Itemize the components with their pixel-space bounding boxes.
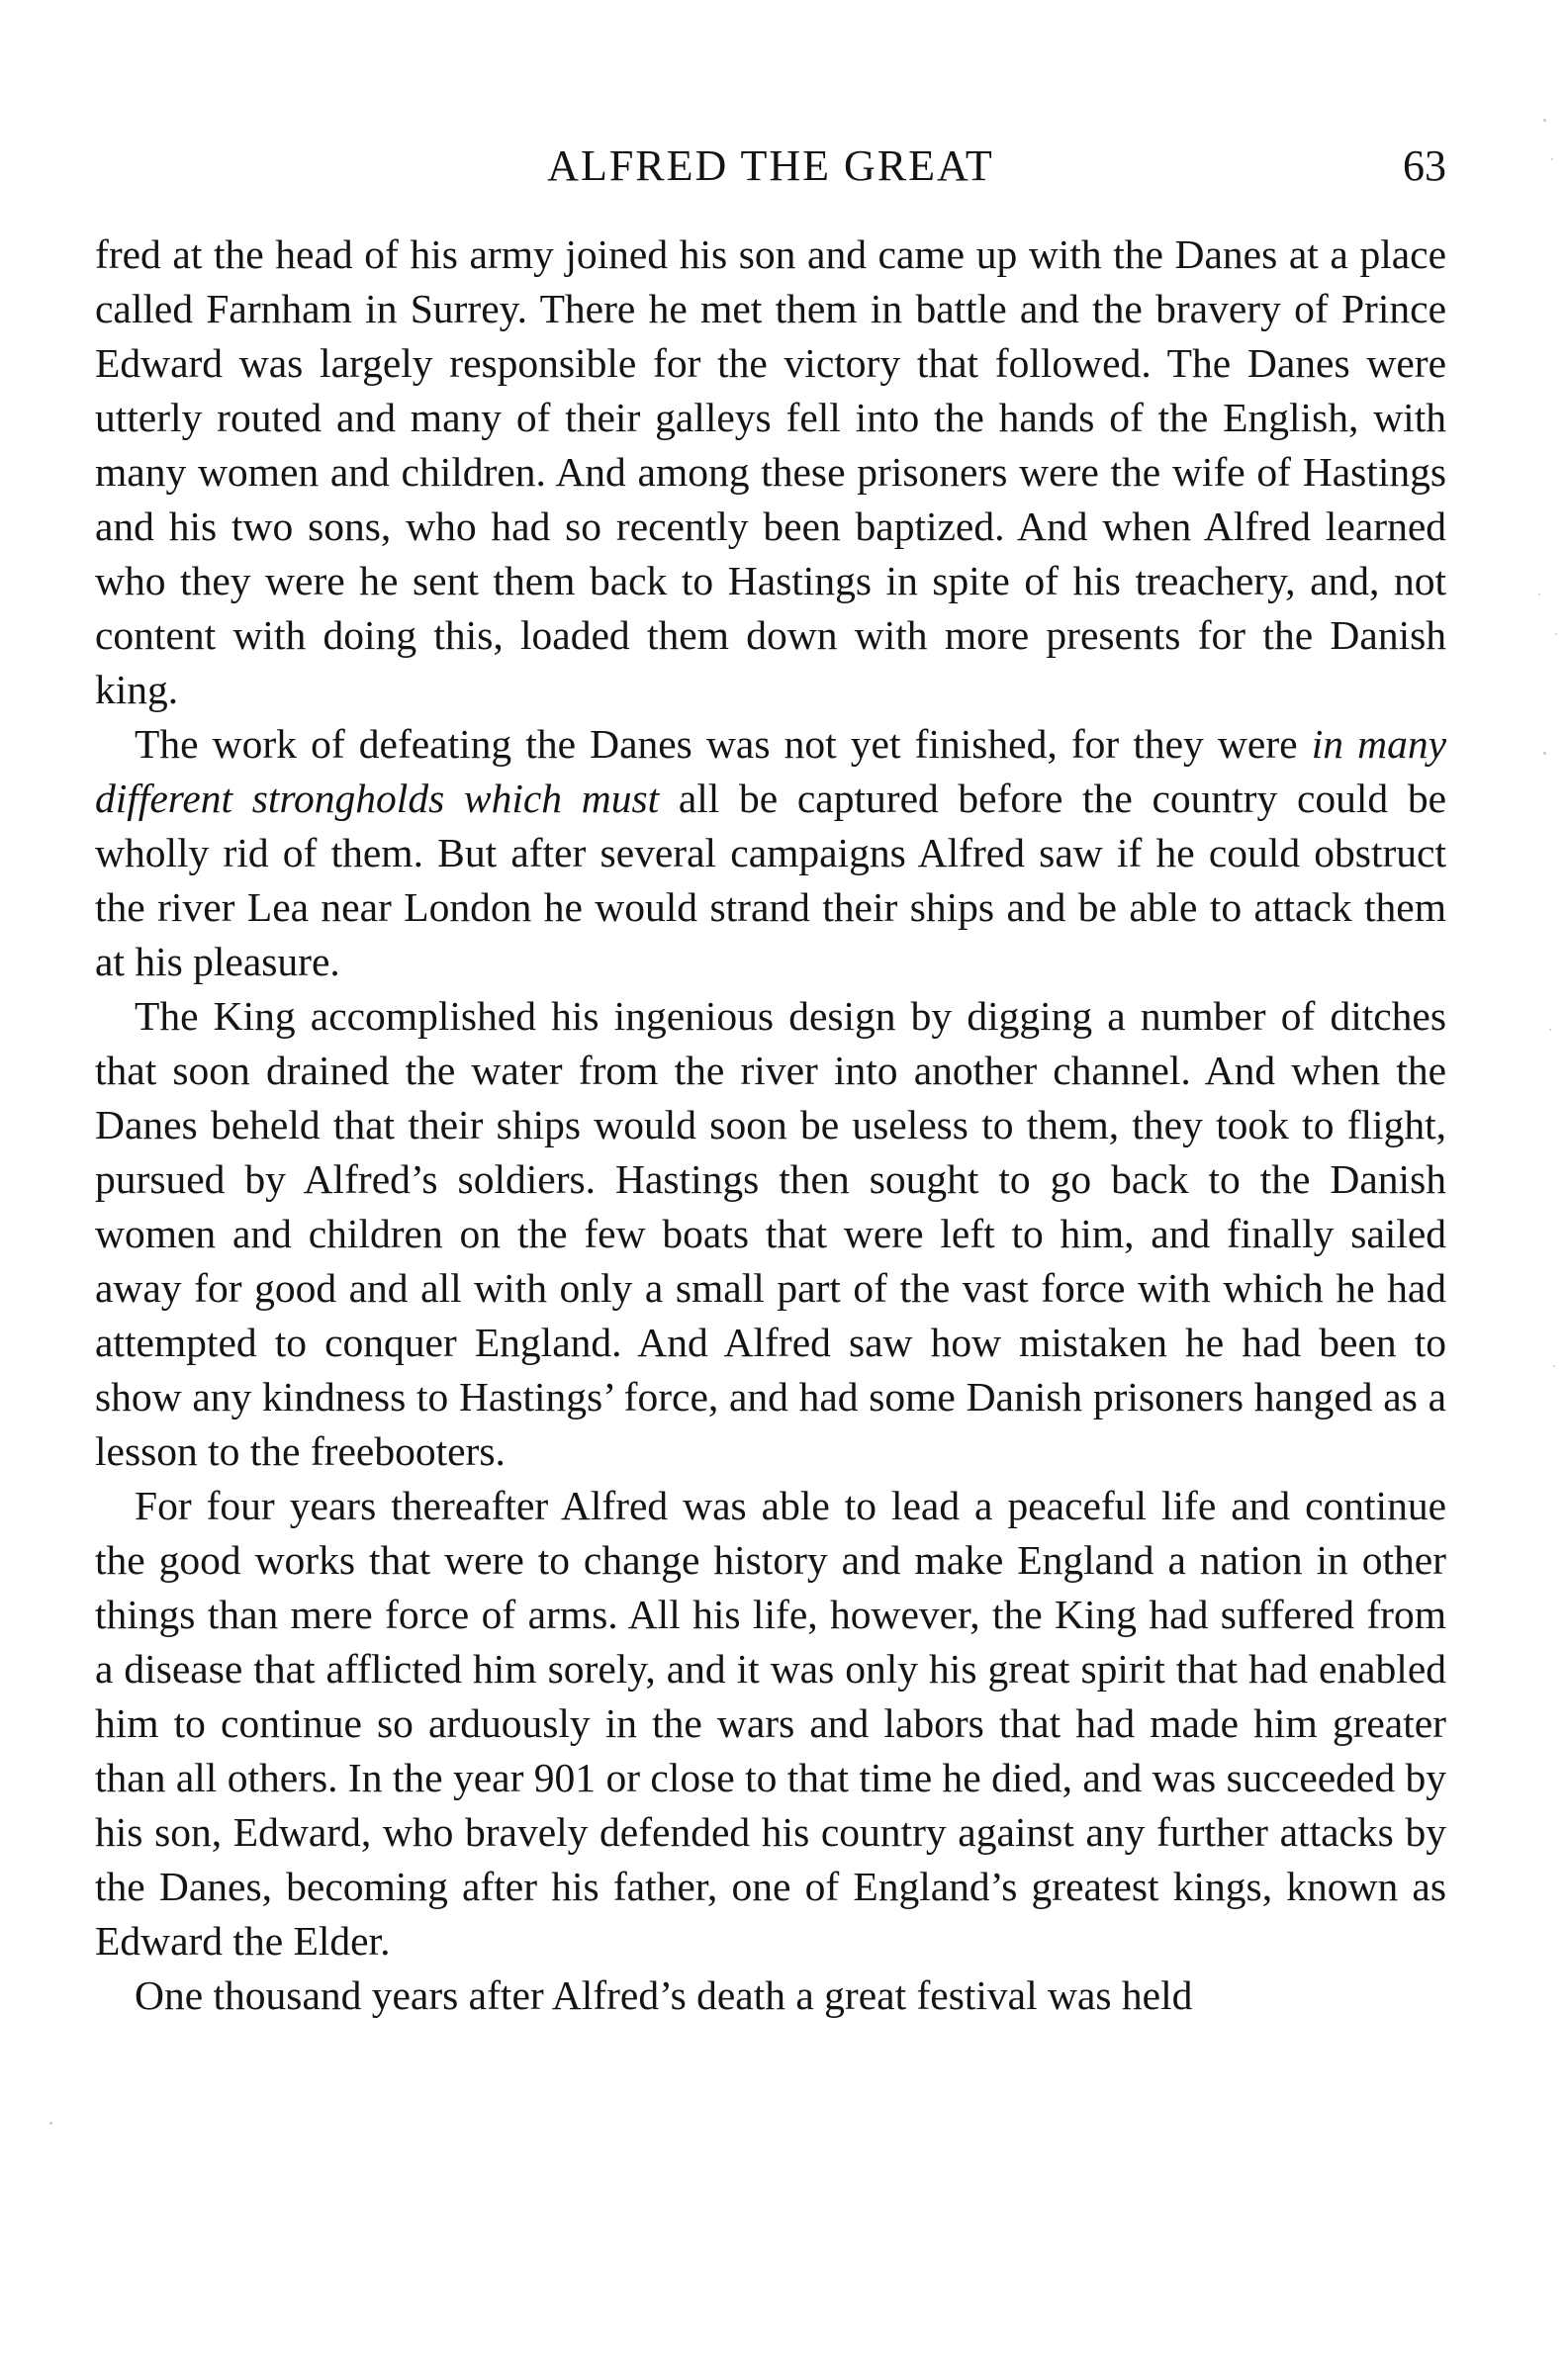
paper-speck [1549, 1029, 1551, 1031]
paragraph-1: fred at the head of his army joined his son and came up with the Danes at a place called Farnham in Surrey. There he met them in battle and the bravery of Prince Edward was largely responsible for the victory that followed. The Danes were utterly routed and many of their galleys fell into the hands of the English, with many women and children. And among these prisoners were the wife of Hastings and his two sons, who had so recently been baptized. And when Alfred learned who they were he sent them back to Hastings in spite of his treachery, and, not content with doing this, loaded them down with more presents for the Danish king. [95, 231, 1446, 712]
page-number: 63 [1403, 141, 1446, 190]
paper-speck [1555, 633, 1557, 635]
paragraph-4: For four years thereafter Alfred was able to lead a peaceful life and continue the good works that were to change history and make England a nation in other things than mere force of arms. All his life, however, the King had suffered from a disease that afflicted him sorely, and it was only his great spirit that had enabled him to continue so arduously in the wars and labors that had made him greater than all others. In the year 901 or close to that time he died, and was succeeded by his son, Edward, who bravely defended his country against any further attacks by the Danes, becoming after his father, one of England’s greatest kings, known as Edward the Elder. [95, 1483, 1446, 1964]
paragraph-2-text-after: all be captured before the country could be wholly rid of them. But after several campaigns Alfred saw if he could obstruct the river Lea near London he would strand their ships and be able to attack them at his pleasure. [95, 776, 1447, 984]
paragraph-2-text-before: The work of defeating the Danes was not yet finished, for they were [135, 721, 1312, 767]
paper-speck [1543, 119, 1546, 122]
paper-speck [1551, 158, 1553, 160]
running-head [95, 137, 1446, 196]
body-text [95, 228, 1446, 2023]
paragraph-5: One thousand years after Alfred’s death a great festival was held [135, 1972, 1193, 2018]
paragraph-3: The King accomplished his ingenious design by digging a number of ditches that soon drained the water from the river into another channel. And when the Danes beheld that their ships would soon be useless to them, they took to flight, pursued by Alfred’s soldiers. Hastings then sought to go back to the Danish women and children on the few boats that were left to him, and finally sailed away for good and all with only a small part of the vast force with which he had attempted to conquer England. And Alfred saw how mistaken he had been to show any kindness to Hastings’ force, and had some Danish prisoners hanged as a lesson to the freebooters. [95, 993, 1446, 1474]
paper-speck [1543, 752, 1546, 755]
paper-speck [1538, 594, 1540, 595]
paper-speck [49, 2122, 52, 2125]
paragraph-2 [95, 717, 1446, 989]
running-title: ALFRED THE GREAT [547, 141, 994, 190]
paragraph-2-italic-text: in many different strongholds which must [95, 721, 1446, 821]
paper-speck [1553, 1365, 1555, 1367]
